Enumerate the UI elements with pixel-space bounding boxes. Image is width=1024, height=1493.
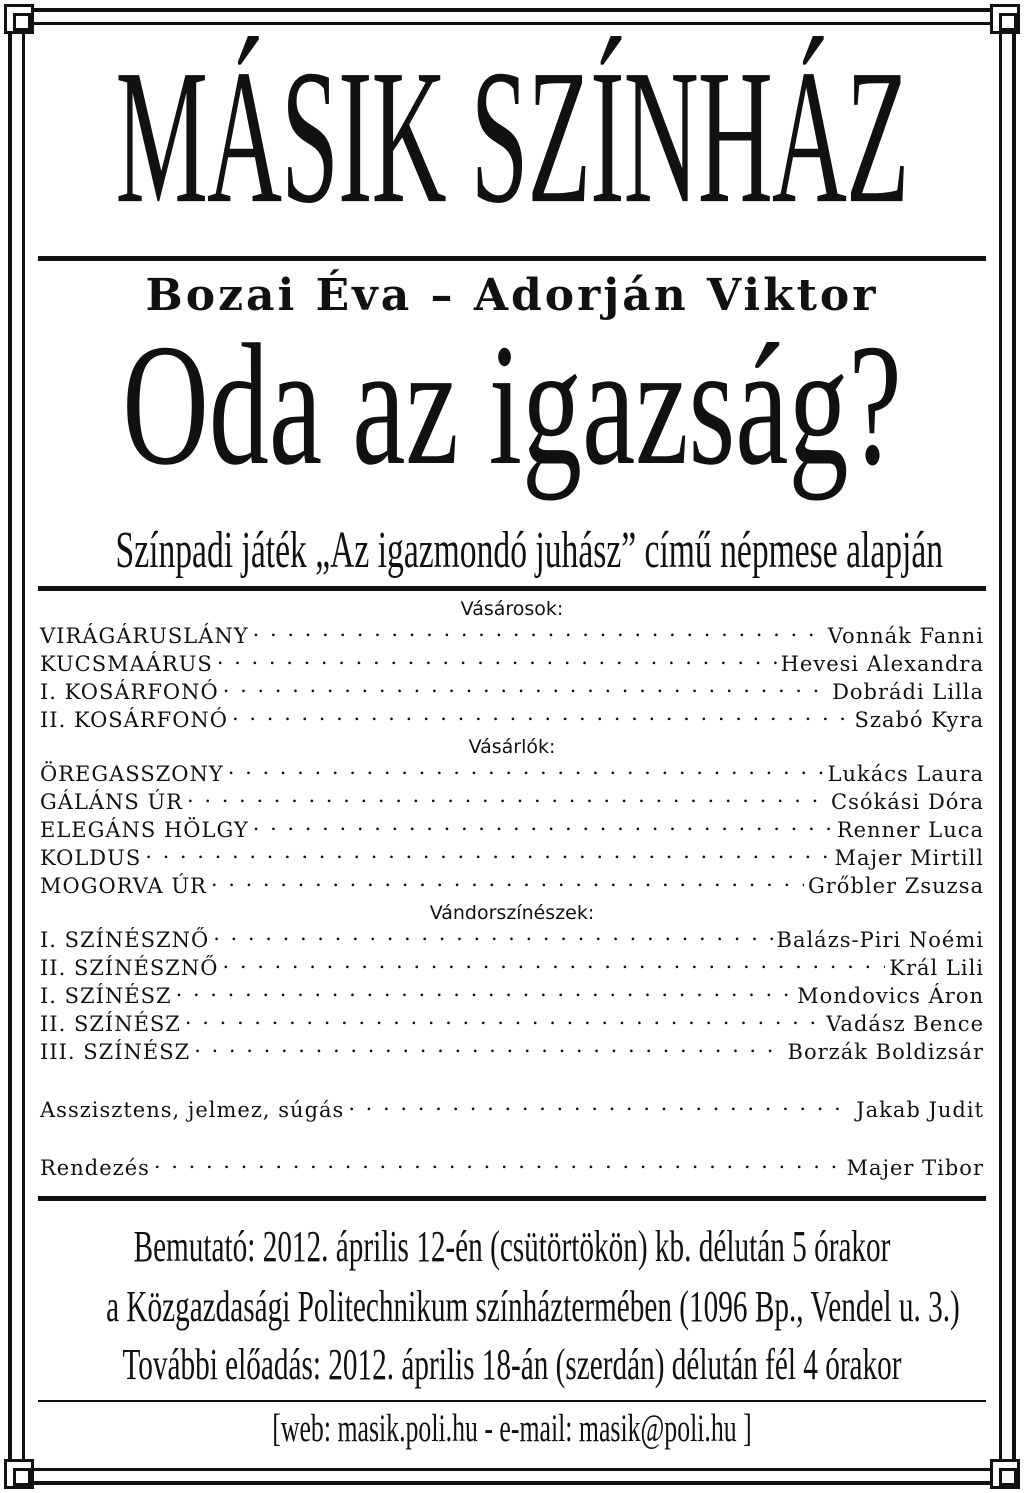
dot-leader: [223, 955, 886, 975]
role-name: II. SZÍNÉSZ: [40, 1012, 181, 1036]
corner-ornament-bottom-right: [990, 1459, 1020, 1489]
actor-name: Majer Tibor: [846, 1156, 984, 1180]
subtitle-divider: [38, 586, 986, 591]
dot-leader: [232, 707, 850, 727]
cast-divider: [38, 1196, 986, 1201]
role-name: GÁLÁNS ÚR: [40, 790, 183, 814]
actor-name: Renner Luca: [836, 818, 984, 842]
dot-leader: [194, 1039, 783, 1059]
footer-divider: [38, 1400, 986, 1402]
cast-group-heading-buyers: Vásárlók:: [468, 736, 556, 758]
dot-leader: [348, 1097, 852, 1117]
cast-row: [40, 706, 984, 734]
cast-list: [40, 596, 984, 1182]
dot-leader: [217, 651, 777, 671]
cast-group-heading-actors: Vándorszínészek:: [429, 902, 595, 924]
dot-leader: [228, 761, 824, 781]
dot-leader: [253, 817, 833, 837]
cast-row: [40, 816, 984, 844]
actor-name: Szabó Kyra: [854, 708, 984, 732]
actor-name: Csókási Dóra: [831, 790, 984, 814]
role-name: I. KOSÁRFONÓ: [40, 680, 219, 704]
role-name: II. SZÍNÉSZNŐ: [40, 956, 219, 980]
actor-name: Borzák Boldizsár: [787, 1040, 984, 1064]
dot-leader: [223, 679, 828, 699]
actor-name: Balázs-Piri Noémi: [776, 928, 984, 952]
role-name: I. SZÍNÉSZ: [40, 984, 172, 1008]
play-subtitle: Színpadi játék „Az igazmondó juhász” című népmese alapján: [115, 520, 944, 579]
dot-leader: [176, 983, 793, 1003]
role-name: KUCSMAÁRUS: [40, 652, 213, 676]
dot-leader: [187, 789, 827, 809]
corner-ornament-top-left: [4, 4, 34, 34]
dot-leader: [211, 873, 804, 893]
actor-name: Dobrádi Lilla: [832, 680, 984, 704]
header-divider: [38, 256, 986, 261]
cast-row: [40, 622, 984, 650]
role-name: KOLDUS: [40, 846, 142, 870]
theatre-name: MÁSIK SZÍNHÁZ: [115, 30, 909, 244]
cast-row: [40, 872, 984, 900]
cast-row: [40, 788, 984, 816]
cast-row: [40, 982, 984, 1010]
cast-row: [40, 1010, 984, 1038]
cast-row: [40, 954, 984, 982]
cast-group-heading-vendors: Vásárosok:: [460, 598, 564, 620]
role-name: VIRÁGÁRUSLÁNY: [40, 624, 249, 648]
premiere-info: Bemutató: 2012. április 12-én (csütörtökön) kb. délután 5 órakor: [133, 1223, 891, 1272]
role-name: ELEGÁNS HÖLGY: [40, 818, 249, 842]
dot-leader: [145, 845, 830, 865]
venue-info: a Közgazdasági Politechnikum színháztermében (1096 Bp., Vendel u. 3.): [106, 1283, 960, 1332]
actor-name: Majer Mirtill: [834, 846, 984, 870]
actor-name: Hevesi Alexandra: [780, 652, 984, 676]
role-name: II. KOSÁRFONÓ: [40, 708, 229, 732]
play-title: Oda az igazság?: [122, 307, 902, 501]
role-name: ÖREGASSZONY: [40, 762, 224, 786]
actor-name: Mondovics Áron: [797, 984, 984, 1008]
actor-name: Lukács Laura: [827, 762, 984, 786]
cast-row: [40, 650, 984, 678]
actor-name: Grőbler Zsuzsa: [807, 874, 984, 898]
role-name: III. SZÍNÉSZ: [40, 1040, 191, 1064]
contact-info: [web: masik.poli.hu - e-mail: masik@poli.hu ]: [272, 1407, 752, 1451]
actor-name: Vonnák Fanni: [827, 624, 984, 648]
dot-leader: [213, 927, 772, 947]
cast-row: [40, 926, 984, 954]
role-name: Asszisztens, jelmez, súgás: [40, 1098, 345, 1122]
dot-leader: [154, 1155, 843, 1175]
corner-ornament-bottom-left: [4, 1459, 34, 1489]
crew-row-assistant: [40, 1096, 984, 1124]
role-name: Rendezés: [40, 1156, 150, 1180]
cast-row: [40, 1038, 984, 1066]
actor-name: Vadász Bence: [826, 1012, 984, 1036]
actor-name: Král Lili: [889, 956, 984, 980]
dot-leader: [253, 623, 824, 643]
cast-row: [40, 844, 984, 872]
authors: Bozai Éva – Adorján Viktor: [145, 270, 879, 321]
next-show-info: További előadás: 2012. április 18-án (szerdán) délután fél 4 órakor: [122, 1341, 902, 1390]
actor-name: Jakab Judit: [856, 1098, 984, 1122]
cast-row: [40, 760, 984, 788]
role-name: MOGORVA ÚR: [40, 874, 207, 898]
cast-row: [40, 678, 984, 706]
role-name: I. SZÍNÉSZNŐ: [40, 928, 210, 952]
corner-ornament-top-right: [990, 4, 1020, 34]
dot-leader: [185, 1011, 822, 1031]
crew-row-director: [40, 1154, 984, 1182]
